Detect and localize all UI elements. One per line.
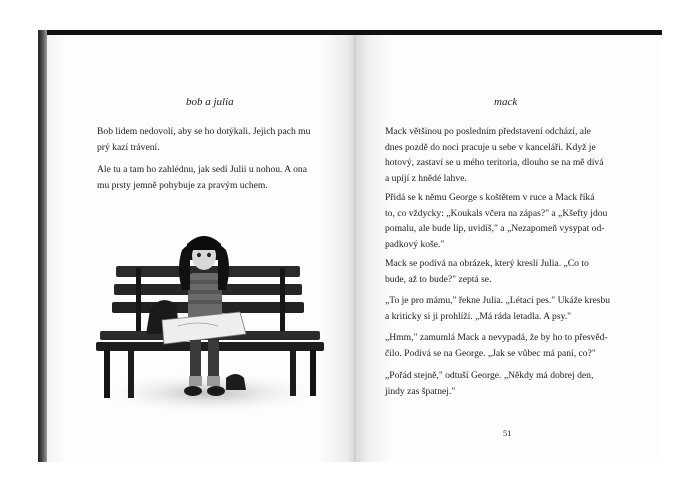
book-gutter [354, 35, 358, 462]
text-line: Ale tu a tam ho zahlédnu, jak sedí Julii u nohou. A ona [97, 164, 307, 175]
text-line: Mack většinou po posledním představení odchází, ale [385, 126, 591, 137]
left-paragraph-2 [97, 162, 307, 193]
book-top-edge [46, 30, 662, 35]
right-paragraph-2 [385, 190, 607, 252]
text-line: a kriticky si ji prohlíží. „Má ráda letadla. A psy." [385, 310, 572, 322]
right-paragraph-4 [385, 293, 610, 324]
right-paragraph-5 [385, 330, 608, 361]
girl-on-bench-illustration [90, 228, 330, 418]
text-line: dnes pozdě do noci pracuje u sebe v kanceláři. Když je [385, 141, 596, 153]
text-line: „Pořád stejně," odtuší George. „Někdy má dobrej den, [385, 370, 594, 381]
text-line: mu prsty jemně pohybuje za pravým uchem. [97, 179, 268, 191]
text-line: hotový, zastaví se u mého teritoria, dlouho se na mě dívá [385, 157, 604, 168]
right-paragraph-6 [385, 368, 593, 399]
page-number: 51 [503, 428, 512, 438]
text-line: jindy zas špatnej." [385, 385, 456, 397]
left-paragraph-1 [97, 124, 310, 155]
text-line: Bob lidem nedovolí, aby se ho dotýkali. Jejich pach mu [97, 126, 311, 137]
right-page-header: mack [494, 96, 518, 108]
right-paragraph-3 [385, 256, 589, 287]
right-paragraph-1 [385, 124, 603, 186]
text-line: „To je pro mámu," řekne Julia. „Létací pes." Ukáže kresbu [385, 295, 611, 306]
book-left-edge [38, 30, 47, 462]
text-line: Mack se podívá na obrázek, který kreslí Julia. „Co to [385, 258, 589, 269]
left-page-header: bob a julia [186, 96, 234, 108]
text-line: to, co vždycky: „Koukals včera na zápas?" a „Kšefty jdou [385, 207, 608, 219]
text-line: „Hmm," zamumlá Mack a nevypadá, že by ho to přesvěd- [385, 332, 608, 343]
text-line: pomalu, ale bude líp, uvidíš," a „Nezapomeň vysypat od- [385, 223, 605, 234]
text-line: padkový koše." [385, 238, 445, 250]
text-line: Přidá se k němu George s koštětem v ruce a Mack říká [385, 192, 595, 203]
text-line: prý kazí trávení. [97, 141, 160, 153]
text-line: a upíjí z hnědé lahve. [385, 172, 467, 184]
text-line: bude, až to bude?" zeptá se. [385, 273, 492, 285]
text-line: čilo. Podívá se na George. „Jak se vůbec má paní, co?" [385, 347, 596, 359]
